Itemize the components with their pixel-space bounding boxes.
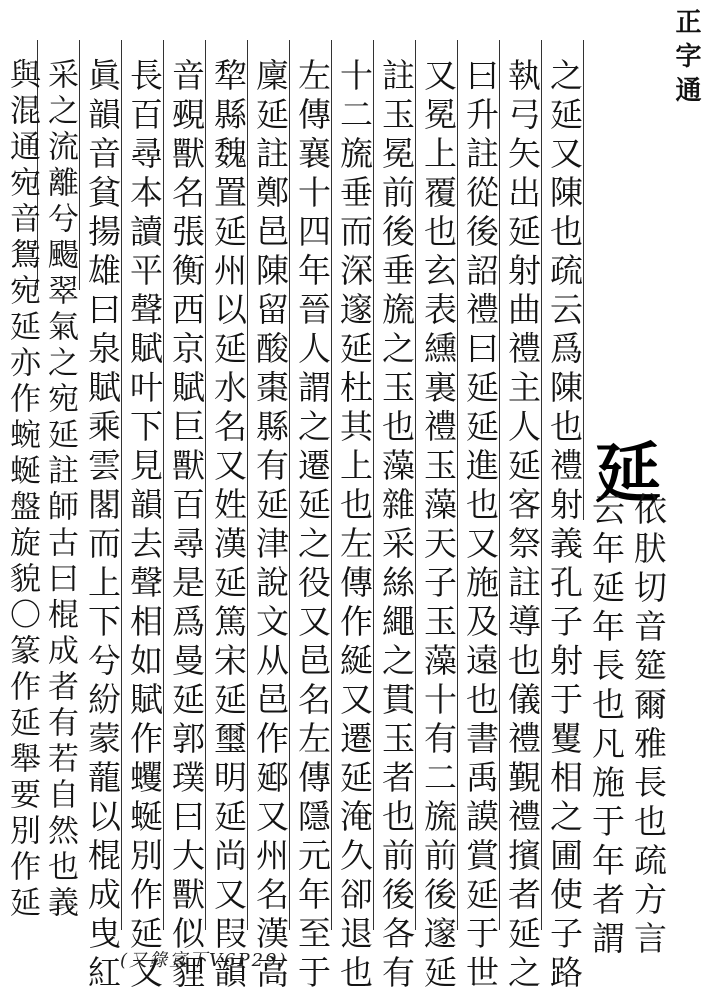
entry-column: 執弓矢出延射曲禮主人延客祭註導也儀禮覲禮擯者延之 <box>503 58 542 994</box>
intro-column: 依肰切音筵爾雅長也疏方言 <box>629 492 668 960</box>
entry-column: 廩延註鄭邑陳留酸棗縣有延津說文从邑作郔又州名漢高 <box>251 58 290 994</box>
entry-column: 之延又陳也疏云爲陳也禮射義孔子射于矍相之圃使子路 <box>545 58 584 994</box>
entry-column: 長百尋本讀平聲賦叶下見韻去聲相如賦作蠼蜒別作延又 <box>125 58 164 994</box>
entry-column: 十二旒垂而深邃延杜其上也左傳作綖又遷延淹久卻退也 <box>335 58 374 994</box>
entry-column: 音覡獸名張衡西京賦巨獸百尋是爲曼延郭璞曰大獸似貍 <box>167 58 206 994</box>
entry-column: 又冕上覆也玄表纁裏禮玉藻天子玉藻十有二旒前後邃延 <box>419 58 458 994</box>
entry-column: 註玉冕前後垂旒之玉也藻雜采絲繩之貫玉者也前後各有 <box>377 58 416 994</box>
entry-headword: 延 <box>595 434 661 512</box>
entry-column: 犂縣魏置延州以延水名又姓漢延篤宋延璽明延尚又叚韻 <box>209 58 248 994</box>
entry-column: 與混通宛音鴛宛延亦作蜿蜒盤旋貌〇篆作延舉要別作延 <box>4 58 40 922</box>
page-header-title: 正字通 <box>671 8 701 110</box>
entry-column: 曰升註從後詔禮曰延延進也又施及遠也書禹謨賞延于世 <box>461 58 500 994</box>
entry-column: 眞韻音貧揚雄曰泉賦乘雲閣而上下兮紛蒙蘢以棍成曳紅 <box>83 58 122 994</box>
intro-column: 云年延年長也凡施于年者謂 <box>587 492 626 960</box>
entry-column: 采之流離兮颺翠氣之宛延註師古曰棍成者有若自然也義 <box>42 58 78 922</box>
citation-note: (又錄宣下V6P29) <box>120 950 288 971</box>
entry-column: 左傳襄十四年晉人謂之遷延之役又邑名左傳隱元年至于 <box>293 58 332 994</box>
